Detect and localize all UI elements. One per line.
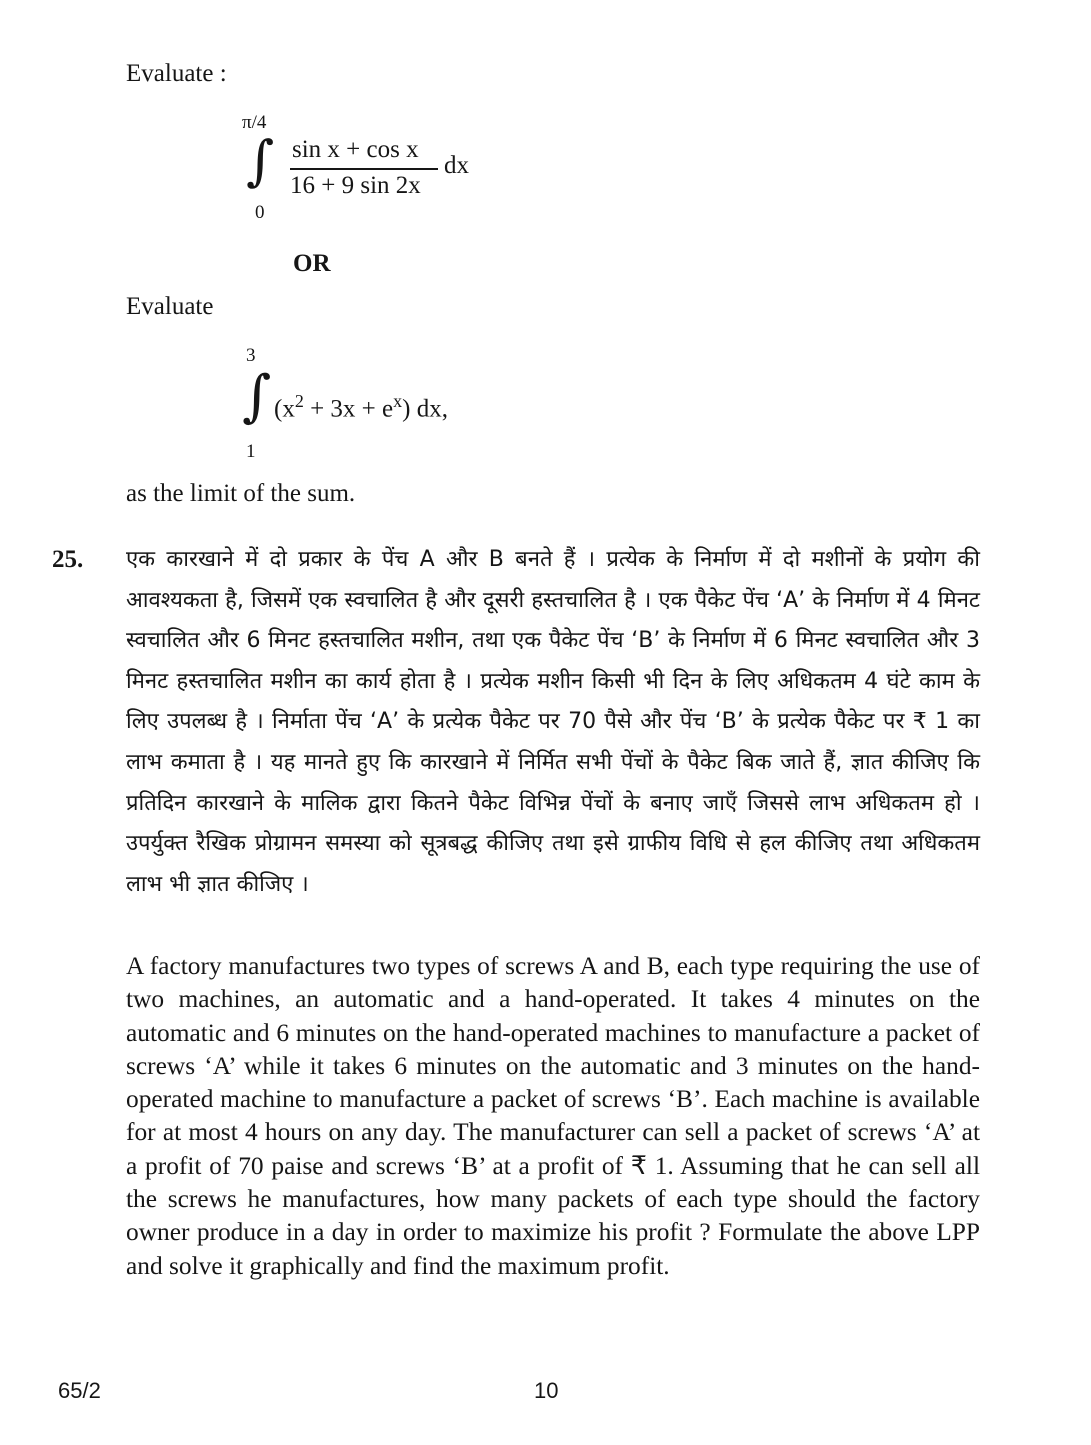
integral-upper-limit: π/4	[242, 112, 267, 133]
integral-sign-icon: ∫	[242, 364, 272, 429]
fraction-bar	[290, 168, 438, 170]
integral-lower-limit: 1	[246, 441, 256, 462]
page-number: 10	[534, 1378, 559, 1403]
evaluate-label-2: Evaluate	[126, 293, 214, 320]
integral-differential: dx	[444, 152, 469, 179]
integrand-expression: $(x^2 + 3x + e^x)$ dx,	[274, 391, 448, 423]
limit-of-sum-text: as the limit of the sum.	[126, 480, 356, 507]
integral-upper-limit: 3	[246, 345, 256, 366]
integral-2	[236, 345, 496, 465]
or-separator: OR	[293, 250, 331, 277]
paper-code: 65/2	[58, 1378, 101, 1403]
question-text-hindi: एक कारखाने में दो प्रकार के पेंच A और B बनते हैं । प्रत्येक के निर्माण में दो मशीनों के प्रयोग की आवश्यकता है, जिसमें एक स्वचालित है और दूसरी हस्तचालित है । एक पैकेट पेंच ‘A’ के निर्माण में 4 मिनट स्वचालित और 6 मिनट हस्तचालित मशीन, तथा एक पैकेट पेंच ‘B’ के निर्माण में 6 मिनट स्वचालित और 3 मिनट हस्तचालित मशीन का कार्य होता है । प्रत्येक मशीन किसी भी दिन के लिए अधिकतम 4 घंटे काम के लिए उपलब्ध है । निर्माता पेंच ‘A’ के प्रत्येक पैकेट पर 70 पैसे और पेंच ‘B’ के प्रत्येक पैकेट पर ₹ 1 का लाभ कमाता है । यह मानते हुए कि कारखाने में निर्मित सभी पेंचों के पैकेट बिक जाते हैं, ज्ञात कीजिए कि प्रतिदिन कारखाने के मालिक द्वारा कितने पैकेट विभिन्न पेंचों के बनाए जाएँ जिससे लाभ अधिकतम हो । उपर्युक्त रैखिक प्रोग्रामन समस्या को सूत्रबद्ध कीजिए तथा इसे ग्राफीय विधि से हल कीजिए तथा अधिकतम लाभ भी ज्ञात कीजिए ।	[126, 547, 980, 897]
integral-1	[236, 112, 496, 227]
question-number: 25.	[52, 546, 84, 573]
integrand-numerator: sin x + cos x	[292, 136, 419, 163]
integral-lower-limit: 0	[255, 202, 265, 223]
integral-sign-icon: ∫	[246, 129, 275, 192]
question-text-english: A factory manufactures two types of screws A and B, each type requiring the use of two machines, an automatic and a hand-operated. It takes 4 minutes on the automatic and 6 minutes on the hand-operated machines to manufacture a packet of screws ‘A’ while it takes 6 minutes on the automatic and 3 minutes on the hand-operated machine to manufacture a packet of screws ‘B’. Each machine is available for at most 4 hours on any day. The manufacturer can sell a packet of screws ‘A’ at a profit of 70 paise and screws ‘B’ at a profit of ₹ 1. Assuming that he can sell all the screws he manufactures, how many packets of each type should the factory owner produce in a day in order to maximize his profit ? Formulate the above LPP and solve it graphically and find the maximum profit.	[126, 952, 980, 1280]
integrand-denominator: 16 + 9 sin 2x	[290, 172, 421, 199]
evaluate-label-1: Evaluate :	[126, 60, 227, 87]
